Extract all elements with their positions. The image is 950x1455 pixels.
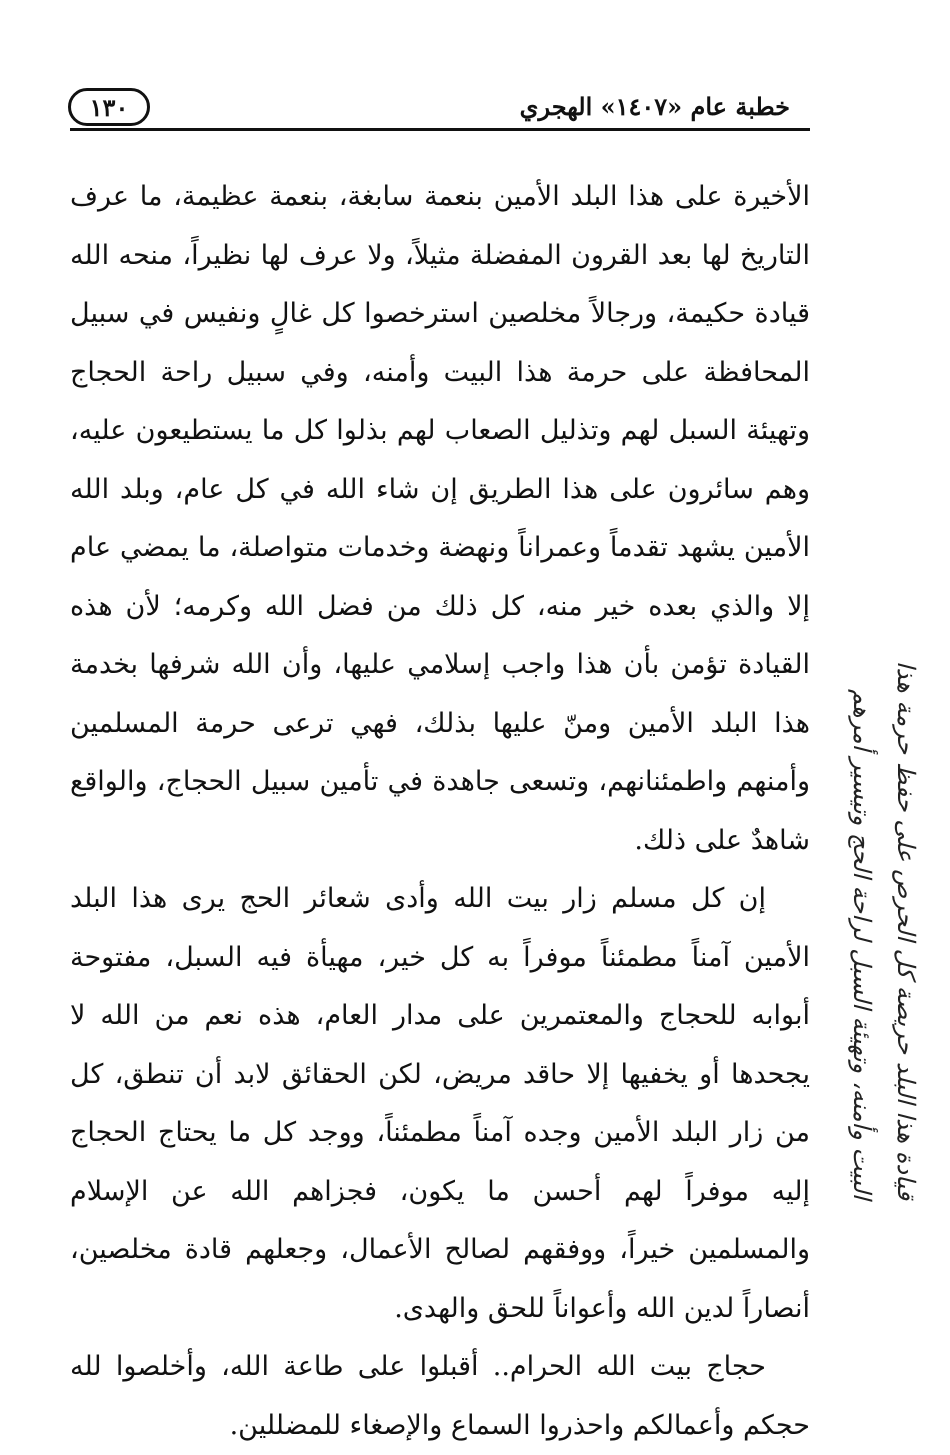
paragraph: إن كل مسلم زار بيت الله وأدى شعائر الحج يرى هذا البلد الأمين آمناً مطمئناً موفراً به كل خير، مهيأة فيه السبل، مفتوحة أبوابه للحجاج والمعتمرين على مدار العام، هذه نعم من الله لا يجحدها أو يخفيها إلا حاقد مريض، لكن الحقائق لابد أن تنطق، كل من زار البلد الأمين وجده آمناً مطمئناً، ووجد كل ما يحتاج الحجاج إليه موفراً لهم أحسن ما يكون، فجزاهم الله عن الإسلام والمسلمين خيراً، ووفقهم لصالح الأعمال، وجعلهم قادة مخلصين، أنصاراً لدين الله وأعواناً للحق والهدى.	[70, 883, 810, 1324]
page-number-badge	[68, 88, 150, 126]
main-text	[70, 168, 810, 1455]
page-number: ١٣٠	[89, 92, 129, 122]
margin-note-line: قيادة هذا البلد حريصة كل الحرص على حفظ حرمة هذا	[892, 660, 920, 1200]
running-header-title: خطبة عام «١٤٠٧» الهجري	[519, 92, 790, 121]
header-divider	[70, 128, 810, 131]
handwritten-margin-note	[838, 180, 928, 1200]
margin-note-line: البيت وأمنه، وتهيئة السبل لراحة الحج وتيسير أمرهم	[848, 689, 876, 1200]
paragraph: حجاج بيت الله الحرام.. أقبلوا على طاعة الله، وأخلصوا لله حجكم وأعمالكم واحذروا السماع والإصغاء للمضللين.	[70, 1351, 810, 1441]
paragraph: الأخيرة على هذا البلد الأمين بنعمة سابغة، بنعمة عظيمة، ما عرف التاريخ لها بعد القرون المفضلة مثيلاً، ولا عرف لها نظيراً، منحه الله قيادة حكيمة، ورجالاً مخلصين استرخصوا كل غالٍ ونفيس في سبيل المحافظة على حرمة هذا البيت وأمنه، وفي سبيل راحة الحجاج وتهيئة السبل لهم وتذليل الصعاب لهم بذلوا كل ما يستطيعون عليه، وهم سائرون على هذا الطريق إن شاء الله في كل عام، وبلد الله الأمين يشهد تقدماً وعمراناً ونهضة وخدمات متواصلة، ما يمضي عام إلا والذي بعده خير منه، كل ذلك من فضل الله وكرمه؛ لأن هذه القيادة تؤمن بأن هذا واجب إسلامي عليها، وأن الله شرفها بخدمة هذا البلد الأمين ومنّ عليها بذلك، فهي ترعى حرمة المسلمين وأمنهم واطمئنانهم، وتسعى جاهدة في تأمين سبيل الحجاج، والواقع شاهدٌ على ذلك.	[70, 181, 810, 856]
